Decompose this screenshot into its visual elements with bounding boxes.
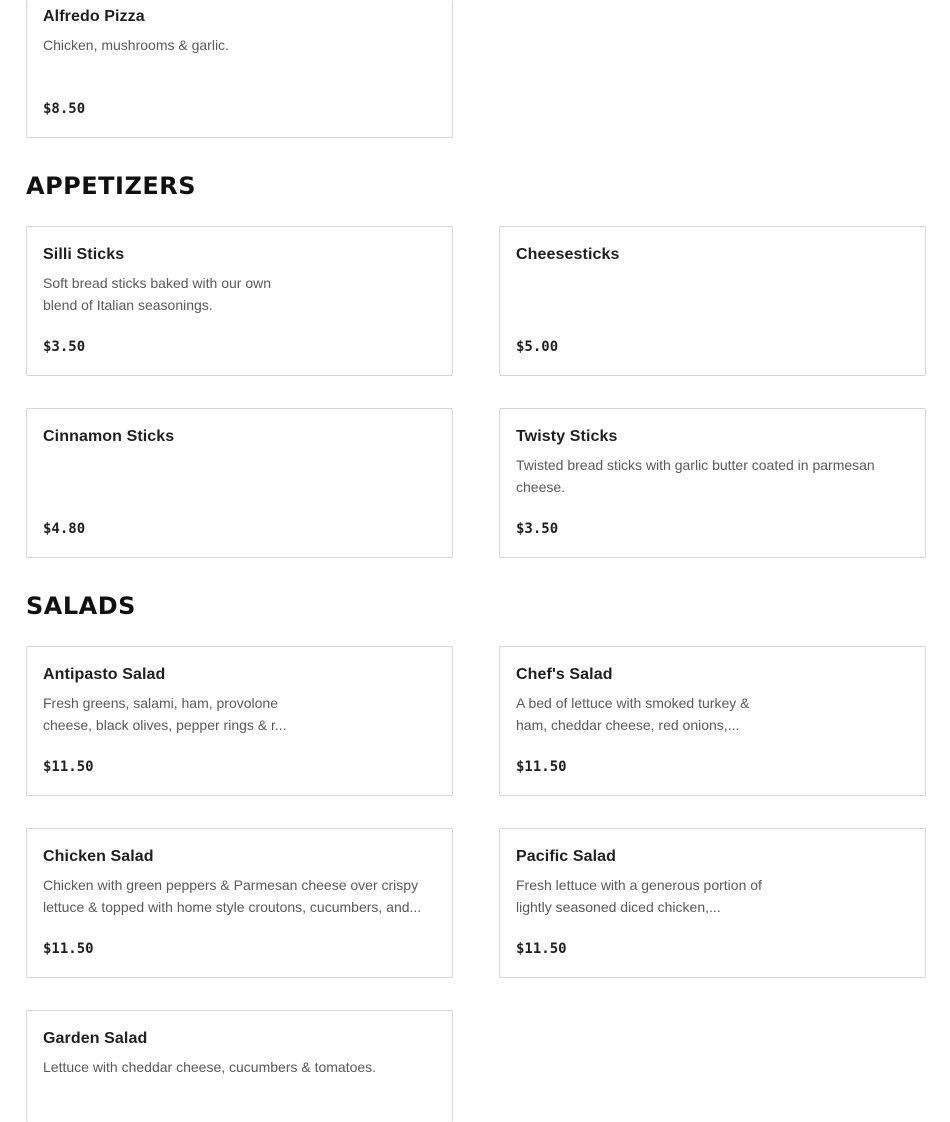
item-name: Antipasto Salad xyxy=(43,666,166,683)
menu-item-card[interactable] xyxy=(26,408,453,558)
item-price: $11.50 xyxy=(516,941,567,957)
menu-item-card[interactable] xyxy=(499,828,926,978)
item-price: $11.50 xyxy=(43,759,94,775)
item-description: A bed of lettuce with smoked turkey & ham, cheddar cheese, red onions,... xyxy=(516,695,750,733)
item-price: $11.50 xyxy=(43,941,94,957)
menu-item-card[interactable] xyxy=(26,226,453,376)
item-name: Twisty Sticks xyxy=(516,428,618,445)
item-price: $4.80 xyxy=(43,521,86,537)
menu-item-card[interactable] xyxy=(499,408,926,558)
item-description: Chicken, mushrooms & garlic. xyxy=(43,37,229,53)
item-price: $8.50 xyxy=(43,101,86,117)
item-price: $5.00 xyxy=(516,339,559,355)
item-description: Chicken with green peppers & Parmesan cheese over crispy lettuce & topped with home style croutons, cucumbers, and... xyxy=(43,877,422,915)
item-name: Pacific Salad xyxy=(516,848,617,865)
item-price: $3.50 xyxy=(516,521,559,537)
section-title-appetizers: APPETIZERS xyxy=(26,172,197,200)
item-price: $11.50 xyxy=(516,759,567,775)
item-name: Garden Salad xyxy=(43,1030,148,1047)
menu-item-card[interactable] xyxy=(26,646,453,796)
item-description: Twisted bread sticks with garlic butter coated in parmesan cheese. xyxy=(516,457,875,495)
menu-item-card[interactable] xyxy=(499,226,926,376)
menu-item-card[interactable] xyxy=(26,1010,453,1122)
item-description: Lettuce with cheddar cheese, cucumbers & tomatoes. xyxy=(43,1059,377,1075)
item-name: Cheesesticks xyxy=(516,246,620,263)
item-price: $3.50 xyxy=(43,339,86,355)
menu-item-card[interactable] xyxy=(499,646,926,796)
section-title-salads: SALADS xyxy=(26,592,136,620)
menu-item-card[interactable] xyxy=(26,828,453,978)
item-name: Chicken Salad xyxy=(43,848,154,865)
item-name: Cinnamon Sticks xyxy=(43,428,175,445)
item-description: Fresh greens, salami, ham, provolone cheese, black olives, pepper rings & r... xyxy=(43,695,287,733)
item-name: Chef's Salad xyxy=(516,666,613,683)
item-description: Soft bread sticks baked with our own blend of Italian seasonings. xyxy=(43,275,272,313)
menu-item-card[interactable] xyxy=(26,0,453,138)
item-name: Silli Sticks xyxy=(43,246,125,263)
item-description: Fresh lettuce with a generous portion of lightly seasoned diced chicken,... xyxy=(516,877,762,915)
item-name: Alfredo Pizza xyxy=(43,8,145,25)
